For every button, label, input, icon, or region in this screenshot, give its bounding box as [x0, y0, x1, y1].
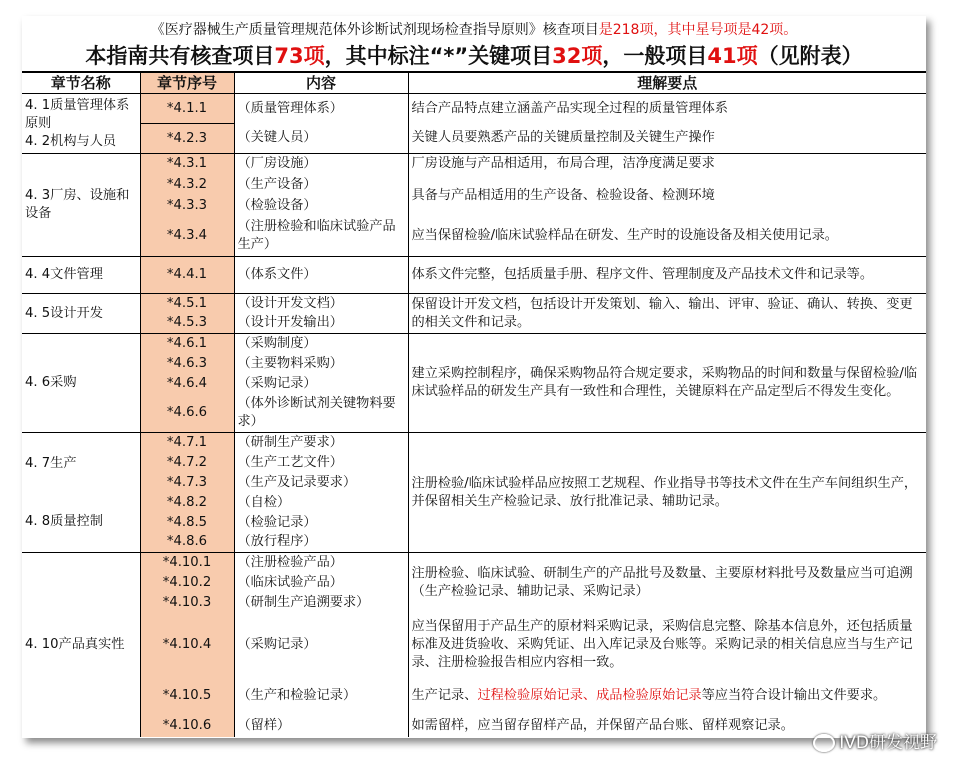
point-cell: 具备与产品相适用的生产设备、检验设备、检测环境 — [411, 187, 715, 203]
point-cell: 保留设计开发文档，包括设计开发策划、输入、输出、评审、验证、确认、转换、变更的相关文件和记录。 — [408, 294, 926, 334]
column-header: 内容 — [234, 72, 408, 94]
content-cell: （体系文件） — [234, 257, 408, 294]
table-row — [22, 677, 926, 715]
section-number: *4.10.6 — [140, 715, 234, 737]
point-cell: 应当保留用于产品生产的原材料采购记录，采购信息完整、除基本信息外，还包括质量标准及进货验收、采购凭证、出入库记录及台账等。采购记录的相关信息应当与生产记录、注册检验报告相应内容相一致。 — [411, 618, 913, 670]
section-name-cell: 4. 6采购 — [22, 334, 140, 433]
section-number: *4.10.4 — [140, 613, 234, 677]
point-cell: 注册检验、临床试验、研制生产的产品批号及数量、主要原材料批号及数量应当可追溯（生产检验记录、辅助记录、采购记录） — [411, 565, 913, 599]
headline-part: ，其中标注“*”关键项目 — [324, 44, 553, 68]
section-name: 4. 1质量管理体系原则 — [25, 97, 130, 131]
table-row — [22, 217, 926, 257]
section-number: *4.10.1 — [140, 553, 234, 573]
content-cell: （生产和检验记录） — [234, 677, 408, 715]
point-text: 生产记录、 — [411, 687, 478, 703]
content-cell: （关键人员） — [234, 124, 408, 154]
table-row — [22, 553, 926, 573]
content-cell: （质量管理体系） — [234, 94, 408, 124]
section-number: *4.10.3 — [140, 593, 234, 613]
table-row — [22, 715, 926, 737]
headline-part: （见附表） — [757, 44, 863, 68]
table-row — [22, 433, 926, 453]
column-header: 章节名称 — [22, 72, 140, 94]
headline-count-total: 73项 — [274, 44, 325, 68]
content-cell: （设计开发输出） — [234, 314, 408, 334]
content-cell: （临床试验产品） — [234, 573, 408, 593]
content-cell: （生产及记录要求） — [234, 473, 408, 493]
section-number: *4.5.3 — [140, 314, 234, 334]
watermark — [813, 728, 937, 753]
section-number: *4.10.2 — [140, 573, 234, 593]
point-cell: 结合产品特点建立涵盖产品实现全过程的质量管理体系 — [411, 100, 728, 116]
column-header: 理解要点 — [408, 72, 926, 94]
headline-part: ，一般项目 — [602, 44, 708, 68]
point-cell: 应当保留检验/临床试验样品在研发、生产时的设施设备及相关使用记录。 — [408, 217, 926, 257]
content-cell: （自检） — [234, 493, 408, 513]
section-number: *4.6.1 — [140, 334, 234, 354]
table-row — [22, 124, 926, 154]
content-cell: （采购制度） — [234, 334, 408, 354]
section-name-cell: 4. 10产品真实性 — [22, 553, 140, 737]
section-name: 4. 2机构与人员 — [25, 133, 117, 149]
section-name-cell: 4. 5设计开发 — [22, 294, 140, 334]
point-cell: 厂房设施与产品相适用，布局合理，洁净度满足要求 — [411, 156, 715, 172]
table-row — [22, 154, 926, 175]
content-cell: （厂房设施） — [234, 154, 408, 175]
section-number: *4.8.2 — [140, 493, 234, 513]
table-row — [22, 294, 926, 314]
table-row — [22, 334, 926, 354]
content-cell: （注册检验和临床试验产品生产） — [234, 217, 408, 257]
table-header-row — [22, 72, 926, 94]
table-row — [22, 613, 926, 677]
subtitle-highlight: 是218项，其中星号项是42项。 — [598, 22, 798, 38]
inspection-table — [22, 71, 926, 737]
headline-part: 本指南共有核查项目 — [85, 44, 275, 68]
section-number: *4.7.1 — [140, 433, 234, 453]
subtitle-text: 《医疗器械生产质量管理规范体外诊断试剂现场检查指导原则》核查项目 — [150, 22, 599, 38]
watermark-text: IVD研发视野 — [839, 733, 937, 753]
point-cell — [408, 677, 926, 715]
section-number: *4.5.1 — [140, 294, 234, 314]
section-name-cell: 4. 4文件管理 — [22, 257, 140, 294]
point-cell: 体系文件完整，包括质量手册、程序文件、管理制度及产品技术文件和记录等。 — [408, 257, 926, 294]
section-number: *4.6.3 — [140, 354, 234, 374]
section-number: *4.3.4 — [140, 217, 234, 257]
section-number: *4.2.3 — [140, 124, 234, 154]
section-number: *4.4.1 — [140, 257, 234, 294]
section-number: *4.3.3 — [140, 196, 234, 217]
headline-count-key: 32项 — [552, 44, 603, 68]
content-cell: （研制生产追溯要求） — [234, 593, 408, 613]
point-cell: 建立采购控制程序，确保采购物品符合规定要求，采购物品的时间和数量与保留检验/临床试验样品的研发生产具有一致性和合理性，关键原料在产品定型后不得发生变化。 — [408, 334, 926, 433]
section-number: *4.7.2 — [140, 453, 234, 473]
point-text: 等应当符合设计输出文件要求。 — [701, 687, 887, 703]
section-name-cell — [22, 94, 140, 154]
section-number: *4.7.3 — [140, 473, 234, 493]
content-cell: （注册检验产品） — [234, 553, 408, 573]
table-row — [22, 94, 926, 124]
content-cell: （检验设备） — [234, 196, 408, 217]
content-cell: （研制生产要求） — [234, 433, 408, 453]
content-cell: （生产设备） — [234, 175, 408, 196]
column-header: 章节序号 — [140, 72, 234, 94]
section-name: 4. 8质量控制 — [25, 513, 103, 529]
table-row — [22, 175, 926, 196]
content-cell: （生产工艺文件） — [234, 453, 408, 473]
wechat-logo-icon — [813, 734, 835, 752]
section-name-cell — [22, 433, 140, 553]
content-cell: （主要物料采购） — [234, 354, 408, 374]
section-number: *4.3.2 — [140, 175, 234, 196]
content-cell: （体外诊断试剂关键物料要求） — [234, 394, 408, 433]
point-highlight: 过程检验原始记录、成品检验原始记录 — [477, 687, 702, 703]
section-number: *4.10.5 — [140, 677, 234, 715]
section-number: *4.6.6 — [140, 394, 234, 433]
table-row — [22, 257, 926, 294]
section-number: *4.3.1 — [140, 154, 234, 175]
document-sheet — [22, 16, 926, 738]
section-name-cell: 4. 3厂房、设施和设备 — [22, 154, 140, 257]
point-cell: 关键人员要熟悉产品的关键质量控制及关键生产操作 — [408, 124, 926, 154]
content-cell: （设计开发文档） — [234, 294, 408, 314]
section-number: *4.8.5 — [140, 513, 234, 533]
section-number: *4.8.6 — [140, 533, 234, 553]
content-cell: （采购记录） — [234, 374, 408, 394]
content-cell: （留样） — [234, 715, 408, 737]
content-cell: （检验记录） — [234, 513, 408, 533]
headline-count-general: 41项 — [707, 44, 758, 68]
section-number: *4.1.1 — [140, 94, 234, 124]
content-cell: （放行程序） — [234, 533, 408, 553]
subtitle — [22, 20, 926, 40]
headline — [22, 41, 926, 71]
point-cell: 注册检验/临床试验样品应按照工艺规程、作业指导书等技术文件在生产车间组织生产，并保留相关生产检验记录、放行批准记录、辅助记录。 — [408, 433, 926, 553]
point-cell: 如需留样，应当留存留样产品，并保留产品台账、留样观察记录。 — [411, 717, 794, 733]
section-number: *4.6.4 — [140, 374, 234, 394]
content-cell: （采购记录） — [234, 613, 408, 677]
section-name: 4. 7生产 — [25, 455, 77, 471]
